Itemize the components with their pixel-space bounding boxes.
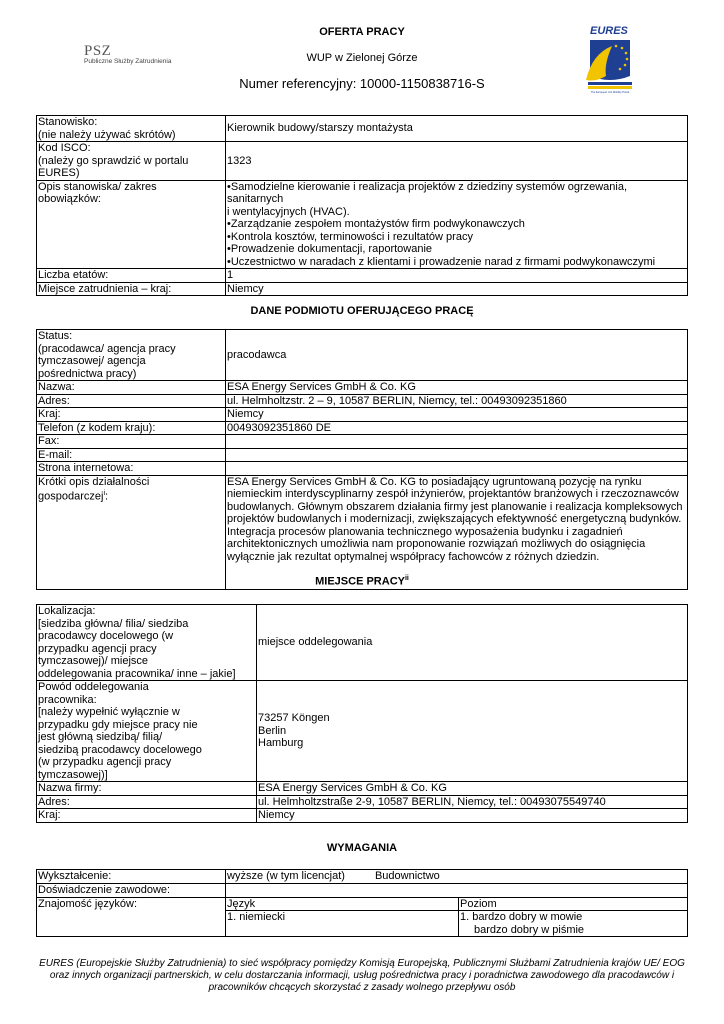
workplace-address-value: ul. Helmholtzstraße 2-9, 10587 BERLIN, Niemcy, tel.: 00493075549740 (257, 795, 688, 809)
address-value: ul. Helmholtzstr. 2 – 9, 10587 BERLIN, Niemcy, tel.: 00493092351860 (226, 394, 688, 408)
table-row (37, 475, 688, 589)
table-row (37, 408, 688, 422)
psz-logo-text: Publiczne Służby Zatrudnienia (84, 58, 172, 65)
workplace-heading: MIEJSCE PRACY$^{ii}$ (315, 575, 409, 588)
job-table (36, 115, 688, 296)
website-label: Strona internetowa: (37, 462, 226, 476)
experience-value (226, 884, 688, 898)
name-label: Nazwa: (37, 381, 226, 395)
table-row (37, 269, 688, 283)
positions-value: 1 (226, 269, 688, 283)
page-title: OFERTA PRACY (319, 26, 405, 38)
position-label: Stanowisko: (nie należy używać skrótów) (37, 116, 226, 142)
reason-value: 73257 Köngen Berlin Hamburg (257, 681, 688, 782)
table-row (37, 142, 688, 181)
employer-table (36, 329, 688, 590)
requirements-heading: WYMAGANIA (326, 842, 398, 854)
workplace-address-label: Adres: (37, 795, 257, 809)
location-label: Lokalizacja: [siedziba główna/ filia/ siedziba pracodawcy docelowego (w przypadku agencji pracy tymczasowej)/ miejsce oddelegowania pracownika/ inne – jakie] (37, 605, 257, 681)
table-row (37, 870, 688, 884)
footer-note: EURES (Europejskie Służby Zatrudnienia) to sieć współpracy pomiędzy Komisją Europejską, Publicznymi Służbami Zatrudnienia krajów UE/ EOG oraz innych organizacji partnerskich, w celu dostarczania informacji, usług pośrednictwa pracy i poradnictwa zawodowego dla pracodawców i pracowników chcących skorzystać z zasady wolnego przepływu osób (39, 958, 685, 993)
business-description: ESA Energy Services GmbH & Co. KG to posiadający ugruntowaną pozycję na rynku niemieckim interdyscyplinarny zespół inżynierów, projektantów branżowych i rzeczoznawców budowlanych. Głównym obszarem działania firmy jest planowanie i realizacja kompleksowych projektów budowlanych i modernizacji, zwiększających efektywność energetyczną budynków. Integracja procesów planowania technicznego wyposażenia budynku i zagadnień architektonicznych umożliwia nam proponowanie rozwiązań możliwych do osiągnięcia wyłącznie jak rezultat optymalnej współpracy fachowców z różnych dziedzin. (226, 475, 688, 589)
table-row (37, 605, 688, 681)
table-row (37, 180, 688, 269)
description-label: Opis stanowiska/ zakres obowiązków: (37, 180, 226, 269)
language-col-header: Język (226, 897, 459, 911)
position-value: Kierownik budowy/starszy montażysta (226, 116, 688, 142)
reason-label: Powód oddelegowania pracownika: [należy wypełnić wyłącznie w przypadku gdy miejsce pracy nie jest główną siedzibą/ filią/ siedzibą pracodawcy docelowego (w przypadku agencji pracy tymczasowej)] (37, 681, 257, 782)
email-value (226, 448, 688, 462)
name-value: ESA Energy Services GmbH & Co. KG (226, 381, 688, 395)
workplace-country-value: Niemcy (257, 809, 688, 823)
reference-number: Numer referencyjny: 10000-1150838716-S (239, 76, 485, 91)
country-label: Kraj: (37, 408, 226, 422)
isco-value: 1323 (226, 142, 688, 181)
description-value: •Samodzielne kierowanie i realizacja projektów z dziedziny systemów ogrzewania, sanitarnych i wentylacyjnych (HVAC). •Zarządzanie zespołem montażystów firm podwykonawczych •Kontrola kosztów, terminowości i rezultatów pracy •Prowadzenie dokumentacji, raportowanie •Uczestnictwo w naradach z klientami i prowadzenie narad z firmami podwykonawczymi (226, 180, 688, 269)
table-row (37, 394, 688, 408)
eures-logo-word: EURES (590, 25, 628, 37)
table-row (37, 462, 688, 476)
eures-logo-tagline: The European Job Mobility Portal (590, 91, 630, 94)
positions-label: Liczba etatów: (37, 269, 226, 283)
experience-label: Doświadczenie zawodowe: (37, 884, 226, 898)
fax-value (226, 435, 688, 449)
education-value: wyższe (w tym licencjat) Budownictwo (226, 870, 688, 884)
table-row (37, 809, 688, 823)
languages-label: Znajomość języków: (37, 897, 226, 937)
fax-label: Fax: (37, 435, 226, 449)
table-row (37, 421, 688, 435)
company-label: Nazwa firmy: (37, 782, 257, 796)
status-label: Status: (pracodawca/ agencja pracy tymczasowej/ agencja pośrednictwa pracy) (37, 330, 226, 381)
table-row (37, 897, 688, 911)
workplace-table (36, 604, 688, 823)
eures-logo (582, 24, 638, 94)
employer-heading: DANE PODMIOTU OFERUJĄCEGO PRACĘ (250, 305, 474, 317)
language-1: 1. niemiecki (226, 911, 459, 937)
job-country-label: Miejsce zatrudnienia – kraj: (37, 282, 226, 296)
address-label: Adres: (37, 394, 226, 408)
table-row (37, 681, 688, 782)
table-row (37, 282, 688, 296)
workplace-country-label: Kraj: (37, 809, 257, 823)
email-label: E-mail: (37, 448, 226, 462)
status-value: pracodawca (226, 330, 688, 381)
location-value: miejsce oddelegowania (257, 605, 688, 681)
table-row (37, 884, 688, 898)
phone-value: 00493092351860 DE (226, 421, 688, 435)
psz-logo-abbr: PSZ (84, 43, 112, 59)
requirements-table (36, 869, 688, 937)
table-row (37, 116, 688, 142)
eures-logo-icon (582, 24, 638, 94)
website-value (226, 462, 688, 476)
table-row (37, 330, 688, 381)
table-row (37, 435, 688, 449)
phone-label: Telefon (z kodem kraju): (37, 421, 226, 435)
company-value: ESA Energy Services GmbH & Co. KG (257, 782, 688, 796)
business-label: Krótki opis działalności gospodarczej$^i$: (37, 475, 226, 589)
table-row (37, 448, 688, 462)
isco-label: Kod ISCO: (należy go sprawdzić w portalu EURES) (37, 142, 226, 181)
level-col-header: Poziom (459, 897, 688, 911)
education-label: Wykształcenie: (37, 870, 226, 884)
office-name: WUP w Zielonej Górze (306, 52, 418, 64)
job-country-value: Niemcy (226, 282, 688, 296)
table-row (37, 795, 688, 809)
level-1: 1. bardzo dobry w mowie bardzo dobry w piśmie (459, 911, 688, 937)
table-row (37, 782, 688, 796)
country-value: Niemcy (226, 408, 688, 422)
table-row (37, 381, 688, 395)
